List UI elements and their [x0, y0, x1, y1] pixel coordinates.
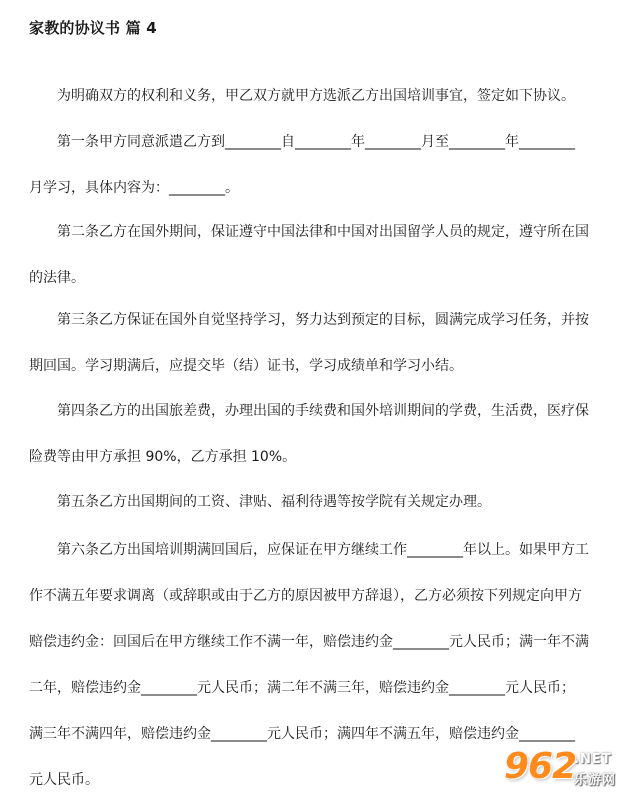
paragraph-line: 为明确双方的权利和义务，甲乙双方就甲方选派乙方出国培训事宜，签定如下协议。: [57, 88, 575, 104]
paragraph-article-5: [29, 479, 611, 525]
paragraph-line: 第六条乙方出国培训期满回国后，应保证在甲方继续工作________年以上。如果甲方工: [57, 542, 589, 558]
paragraph-article-4: [29, 388, 611, 480]
watermark-site-name: 乐游网: [574, 773, 617, 788]
paragraph-line: 满三年不满四年，赔偿违约金________元人民币；满四年不满五年，赔偿违约金________: [29, 726, 575, 742]
paragraph-line: 第三条乙方保证在国外自觉坚持学习，努力达到预定的目标，圆满完成学习任务，并按: [57, 312, 589, 328]
paragraph-line: 赔偿违约金：回国后在甲方继续工作不满一年，赔偿违约金________元人民币；满一年不满: [29, 634, 589, 650]
paragraph-line: 第二条乙方在国外期间，保证遵守中国法律和中国对出国留学人员的规定，遵守所在国: [57, 224, 589, 240]
paragraph-line: 期回国。学习期满后，应提交毕（结）证书，学习成绩单和学习小结。: [29, 358, 463, 374]
watermark-domain: .NET: [574, 752, 612, 767]
paragraph-article-1: [29, 119, 611, 211]
paragraph-article-3: [29, 297, 611, 389]
watermark-logo-number: 962: [504, 746, 577, 787]
paragraph-article-2: [29, 209, 611, 301]
paragraph-line: 元人民币。: [29, 772, 99, 788]
paragraph-line: 第五条乙方出国期间的工资、津贴、福利待遇等按学院有关规定办理。: [57, 494, 491, 510]
paragraph-line: 作不满五年要求调离（或辞职或由于乙方的原因被甲方辞退），乙方必须按下列规定向甲方: [29, 588, 582, 604]
paragraph-line: 月学习，具体内容为：________。: [29, 180, 239, 196]
paragraph-line: 第一条甲方同意派遣乙方到________自________年________月至________年________: [57, 134, 575, 150]
site-watermark: [504, 746, 632, 794]
paragraph-line: 二年，赔偿违约金________元人民币；满二年不满三年，赔偿违约金________元人民币；: [29, 680, 575, 696]
paragraph-line: 第四条乙方的出国旅差费，办理出国的手续费和国外培训期间的学费，生活费，医疗保: [57, 403, 589, 419]
paragraph-line: 的法律。: [29, 270, 85, 286]
paragraph-line: 险费等由甲方承担 90%，乙方承担 10%。: [29, 449, 297, 465]
document-title: 家教的协议书 篇 4: [29, 19, 157, 37]
paragraph-intro: [29, 73, 611, 119]
